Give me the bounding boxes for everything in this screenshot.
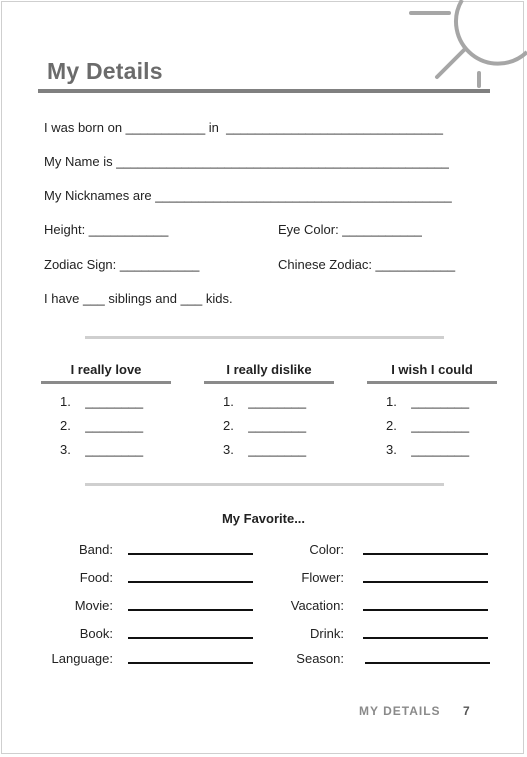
column-heading-dislike: I really dislike (204, 362, 334, 384)
list-item: 2. ________ (223, 418, 307, 433)
favorite-label: Drink: (310, 626, 344, 641)
favorite-blank-line[interactable] (128, 662, 253, 664)
title-underline (38, 89, 490, 93)
list-item: 1. ________ (60, 394, 144, 409)
favorite-blank-line[interactable] (128, 637, 253, 639)
favorite-label: Language: (51, 651, 113, 666)
favorite-label: Food: (79, 570, 113, 585)
list-item: 3. ________ (386, 442, 470, 457)
favorites-title: My Favorite... (221, 511, 306, 526)
favorite-blank-line[interactable] (128, 581, 253, 583)
list-item: 2. ________ (60, 418, 144, 433)
favorite-label: Vacation: (290, 598, 344, 613)
list-item: 3. ________ (223, 442, 307, 457)
list-item: 1. ________ (223, 394, 307, 409)
nicknames-line: My Nicknames are _________________________________________ (44, 188, 452, 203)
zodiac-line: Zodiac Sign: ___________ (44, 257, 200, 272)
name-line: My Name is ______________________________________________ (44, 154, 449, 169)
favorite-blank-line[interactable] (128, 609, 253, 611)
siblings-line: I have ___ siblings and ___ kids. (44, 291, 233, 306)
favorite-blank-line[interactable] (363, 553, 488, 555)
favorite-blank-line[interactable] (128, 553, 253, 555)
born-line: I was born on ___________ in ______________________________ (44, 120, 444, 135)
column-heading-love: I really love (41, 362, 171, 384)
favorite-blank-line[interactable] (363, 581, 488, 583)
page-title: My Details (47, 58, 163, 84)
favorite-label: Book: (79, 626, 113, 641)
height-line: Height: ___________ (44, 222, 169, 237)
eye-color-line: Eye Color: ___________ (278, 222, 422, 237)
favorite-label: Movie: (74, 598, 113, 613)
list-item: 1. ________ (386, 394, 470, 409)
favorite-label: Season: (296, 651, 344, 666)
column-heading-wish: I wish I could (367, 362, 497, 384)
list-item: 3. ________ (60, 442, 144, 457)
section-divider (85, 336, 444, 339)
favorite-label: Flower: (301, 570, 344, 585)
list-item: 2. ________ (386, 418, 470, 433)
favorite-blank-line[interactable] (363, 637, 488, 639)
chinese-zodiac-line: Chinese Zodiac: ___________ (278, 257, 456, 272)
favorite-label: Color: (309, 542, 344, 557)
section-divider (85, 483, 444, 486)
favorite-blank-line[interactable] (365, 662, 490, 664)
footer-page-number: 7 (463, 704, 470, 718)
favorite-blank-line[interactable] (363, 609, 488, 611)
favorite-label: Band: (79, 542, 113, 557)
footer-section-label: MY DETAILS (359, 704, 441, 718)
